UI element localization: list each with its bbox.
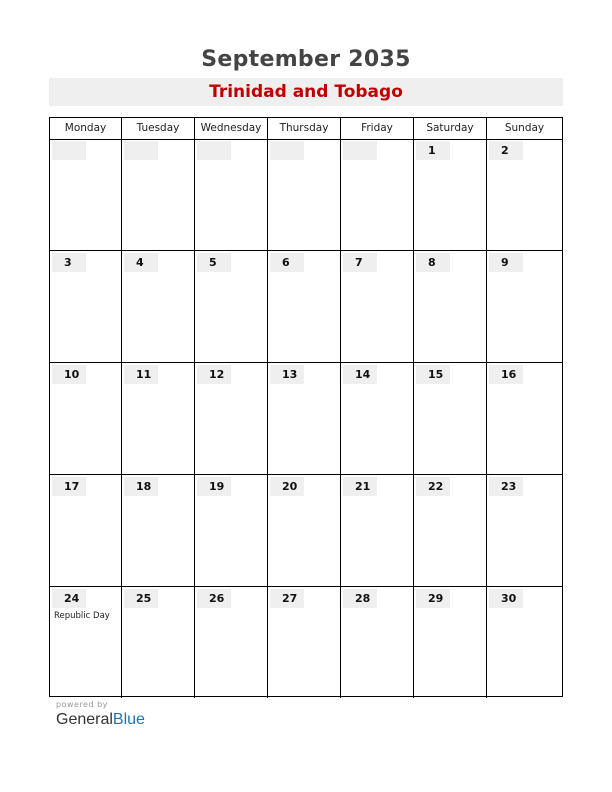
day-number: 12 — [197, 365, 231, 384]
holiday-label: Republic Day — [54, 611, 110, 621]
weekday-monday: Monday — [50, 118, 122, 139]
day-cell — [341, 587, 414, 698]
day-number: 10 — [52, 365, 86, 384]
day-number: 13 — [270, 365, 304, 384]
generalblue-logo[interactable] — [56, 711, 145, 729]
brand-general: General — [56, 711, 113, 728]
day-cell — [195, 475, 268, 586]
day-cell — [122, 139, 195, 250]
day-number: 21 — [343, 477, 377, 496]
day-number: 17 — [52, 477, 86, 496]
day-number: 29 — [416, 589, 450, 608]
day-number: 25 — [124, 589, 158, 608]
day-cell — [341, 139, 414, 250]
day-cell — [50, 139, 122, 250]
day-cell — [414, 251, 487, 362]
weekday-header — [50, 118, 562, 140]
day-number: 3 — [52, 253, 86, 272]
day-cell — [122, 475, 195, 586]
day-number: 24 — [52, 589, 86, 608]
day-number — [270, 141, 304, 160]
week-row — [50, 475, 562, 587]
day-cell — [50, 475, 122, 586]
day-cell — [268, 475, 341, 586]
day-number: 15 — [416, 365, 450, 384]
day-number: 26 — [197, 589, 231, 608]
calendar-title: September 2035 — [201, 47, 411, 72]
day-number: 9 — [489, 253, 523, 272]
day-number: 5 — [197, 253, 231, 272]
day-cell — [268, 587, 341, 698]
day-number: 1 — [416, 141, 450, 160]
powered-by-text: powered by — [56, 700, 108, 709]
day-number: 19 — [197, 477, 231, 496]
weekday-saturday: Saturday — [414, 118, 487, 139]
weekday-tuesday: Tuesday — [122, 118, 195, 139]
day-number: 8 — [416, 253, 450, 272]
country-name: Trinidad and Tobago — [49, 78, 563, 106]
day-cell — [50, 363, 122, 474]
day-cell — [487, 251, 562, 362]
day-number — [52, 141, 86, 160]
day-cell — [487, 363, 562, 474]
footer — [56, 700, 145, 729]
day-cell — [50, 587, 122, 698]
week-row — [50, 139, 562, 251]
day-cell — [122, 587, 195, 698]
day-number — [197, 141, 231, 160]
day-cell — [341, 475, 414, 586]
day-number: 28 — [343, 589, 377, 608]
day-cell — [487, 587, 562, 698]
day-number: 7 — [343, 253, 377, 272]
day-number: 27 — [270, 589, 304, 608]
day-cell — [50, 251, 122, 362]
day-cell — [487, 139, 562, 250]
day-number: 18 — [124, 477, 158, 496]
day-number: 14 — [343, 365, 377, 384]
day-cell — [195, 363, 268, 474]
day-cell — [268, 139, 341, 250]
day-number: 2 — [489, 141, 523, 160]
day-cell — [414, 363, 487, 474]
day-cell — [195, 251, 268, 362]
day-cell — [195, 587, 268, 698]
day-cell — [341, 251, 414, 362]
day-cell — [122, 251, 195, 362]
weekday-friday: Friday — [341, 118, 414, 139]
day-cell — [414, 139, 487, 250]
day-number: 23 — [489, 477, 523, 496]
weekday-wednesday: Wednesday — [195, 118, 268, 139]
weekday-sunday: Sunday — [504, 122, 545, 134]
calendar-grid — [49, 117, 563, 697]
day-cell — [195, 139, 268, 250]
day-cell — [268, 363, 341, 474]
weekday-thursday: Thursday — [268, 118, 341, 139]
day-number: 6 — [270, 253, 304, 272]
day-number: 30 — [489, 589, 523, 608]
brand-blue: Blue — [112, 711, 145, 728]
day-number — [124, 141, 158, 160]
day-cell — [487, 475, 562, 586]
day-number: 22 — [416, 477, 450, 496]
day-number: 16 — [489, 365, 523, 384]
day-number — [343, 141, 377, 160]
week-row — [50, 587, 562, 698]
day-number: 4 — [124, 253, 158, 272]
week-row — [50, 363, 562, 475]
day-cell — [414, 587, 487, 698]
day-number: 20 — [270, 477, 304, 496]
day-number: 11 — [124, 365, 158, 384]
day-cell — [414, 475, 487, 586]
day-cell — [122, 363, 195, 474]
week-row — [50, 251, 562, 363]
day-cell — [341, 363, 414, 474]
day-cell — [268, 251, 341, 362]
